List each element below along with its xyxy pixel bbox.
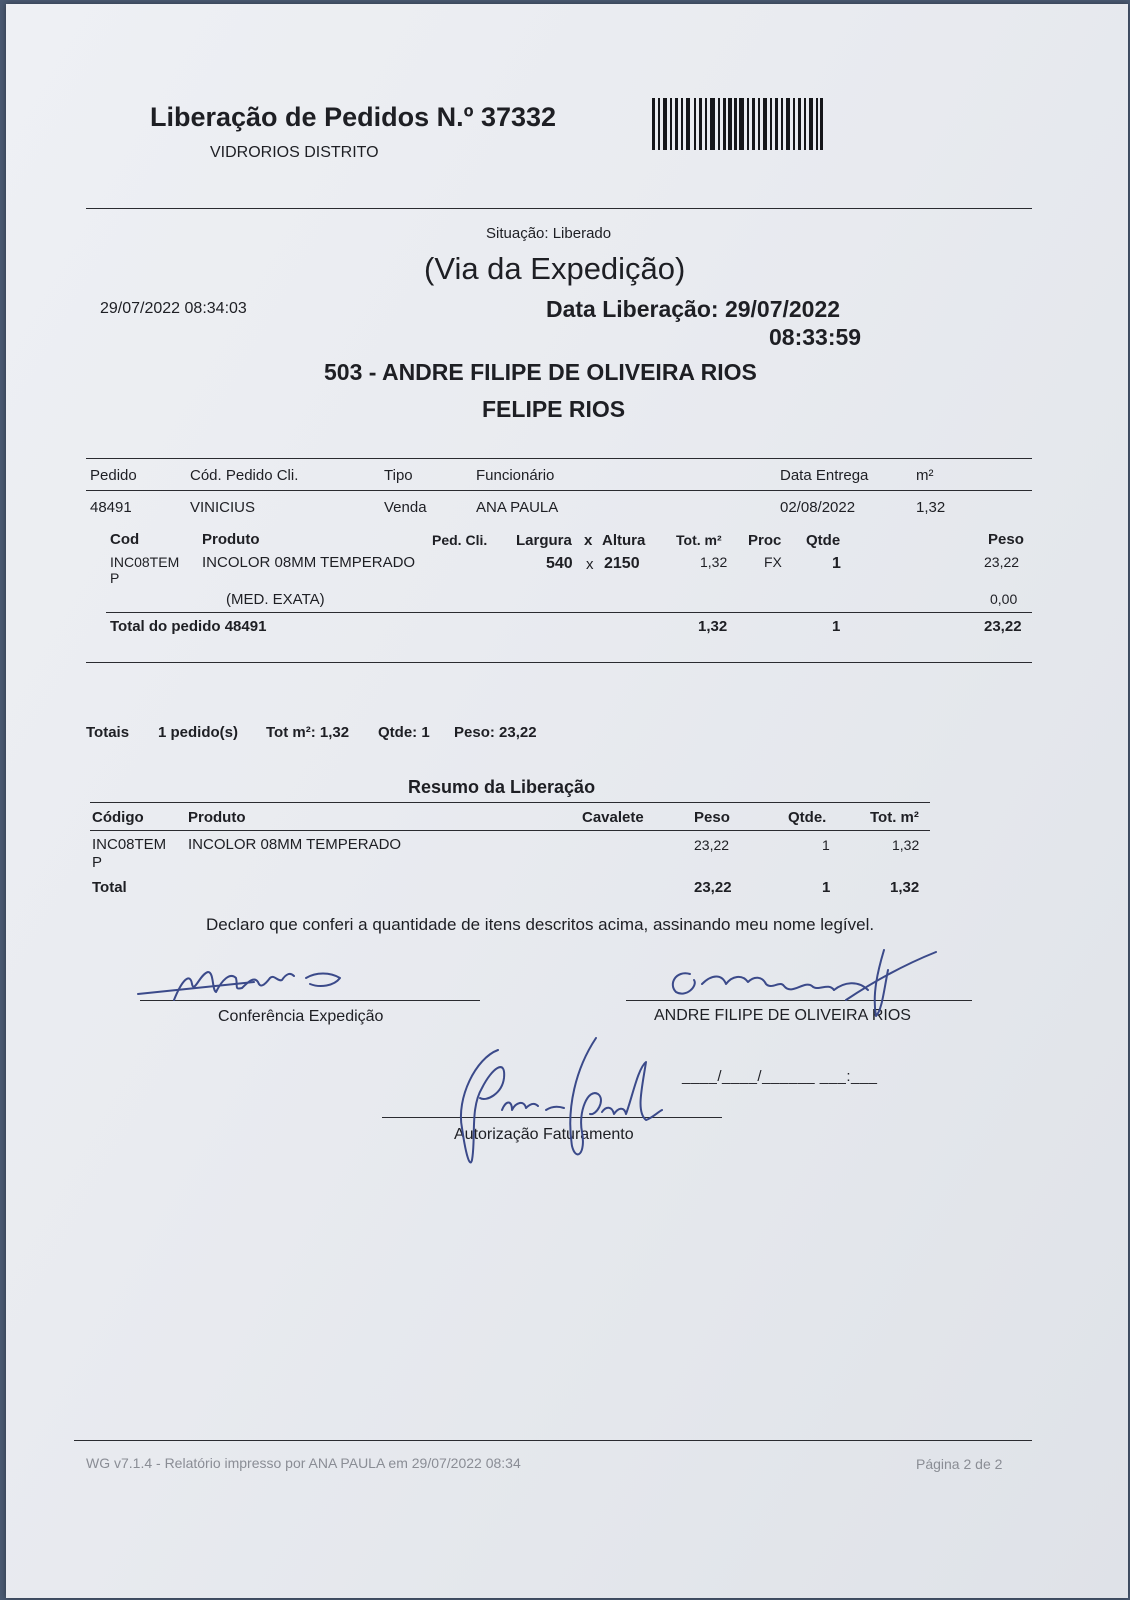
item-col-peso: Peso	[988, 531, 1024, 548]
summary-code-line1: INC08TEM	[92, 836, 167, 853]
summary-total-weight: 23,22	[694, 879, 732, 896]
status-text: Situação: Liberado	[486, 225, 612, 242]
signature-mario	[134, 960, 364, 1006]
col-m2: m²	[916, 467, 934, 484]
summary-col-cavalete: Cavalete	[582, 809, 644, 826]
summary-title: Resumo da Liberação	[408, 777, 596, 797]
item-product: INCOLOR 08MM TEMPERADO	[202, 554, 416, 571]
totals-label: Totais	[86, 724, 130, 741]
document-title: Liberação de Pedidos N.º 37332	[150, 102, 557, 132]
item-col-proc: Proc	[748, 532, 782, 549]
item-qty: 1	[832, 555, 841, 572]
company-name: VIDRORIOS DISTRITO	[210, 144, 379, 161]
footer-page-number: Página 2 de 2	[916, 1456, 1003, 1472]
item-times-sign: x	[586, 556, 594, 573]
item-code-line2: P	[110, 570, 120, 586]
summary-qty: 1	[822, 837, 830, 853]
summary-col-peso: Peso	[694, 809, 730, 826]
summary-code-line2: P	[92, 854, 103, 871]
item-col-altura: Altura	[602, 532, 646, 549]
item-code-line1: INC08TEM	[110, 554, 180, 570]
order-employee: ANA PAULA	[476, 499, 559, 516]
item-col-largura: Largura	[516, 532, 572, 549]
col-data-entrega: Data Entrega	[780, 467, 869, 484]
order-header-top-rule	[86, 458, 1032, 459]
col-cod-pedido-cli: Cód. Pedido Cli.	[190, 467, 299, 484]
item-note: (MED. EXATA)	[226, 591, 325, 608]
summary-total-qty: 1	[822, 879, 831, 896]
date-time-blanks: ____/____/______ ___:___	[682, 1068, 878, 1085]
item-col-produto: Produto	[202, 531, 260, 548]
summary-col-codigo: Código	[92, 809, 144, 826]
signature-andre	[646, 940, 956, 1030]
copy-type: (Via da Expedição)	[424, 251, 686, 286]
item-weight: 23,22	[984, 554, 1020, 570]
col-pedido: Pedido	[90, 467, 137, 484]
declaration-text: Declaro que conferi a quantidade de itens descritos acima, assinando meu nome legível.	[206, 915, 875, 934]
order-header-bottom-rule	[86, 490, 1032, 491]
summary-top-rule	[90, 802, 930, 803]
order-client-code: VINICIUS	[190, 499, 256, 516]
footer-rule	[74, 1440, 1032, 1441]
printed-datetime: 29/07/2022 08:34:03	[100, 300, 247, 317]
totals-qty: Qtde: 1	[378, 724, 430, 741]
item-height: 2150	[604, 555, 640, 572]
items-end-rule	[86, 662, 1032, 663]
summary-tot-m2: 1,32	[892, 837, 920, 853]
item-tot-m2: 1,32	[700, 554, 728, 570]
summary-col-qtde: Qtde.	[788, 809, 827, 826]
item-total-rule	[106, 612, 1032, 613]
release-date: Data Liberação: 29/07/2022	[546, 296, 841, 322]
summary-product: INCOLOR 08MM TEMPERADO	[188, 836, 402, 853]
signature-label-right: ANDRE FILIPE DE OLIVEIRA RIOS	[654, 1007, 911, 1024]
item-col-tot-m2: Tot. m²	[676, 532, 722, 548]
item-col-qtde: Qtde	[806, 532, 841, 549]
order-total-qty: 1	[832, 618, 841, 635]
item-width: 540	[546, 555, 573, 572]
barcode	[652, 98, 824, 150]
totals-orders: 1 pedido(s)	[158, 724, 239, 741]
summary-col-produto: Produto	[188, 809, 246, 826]
order-total-weight: 23,22	[984, 618, 1022, 635]
totals-weight: Peso: 23,22	[454, 724, 537, 741]
item-proc: FX	[764, 554, 782, 570]
footer-printed-by: WG v7.1.4 - Relatório impresso por ANA PAULA em 29/07/2022 08:34	[86, 1455, 521, 1471]
item-note-weight: 0,00	[990, 591, 1018, 607]
signature-label-center: Autorização Faturamento	[454, 1126, 634, 1143]
order-total-m2: 1,32	[698, 618, 728, 635]
signature-label-left: Conferência Expedição	[218, 1008, 384, 1025]
summary-total-m2: 1,32	[890, 879, 920, 896]
item-col-ped-cli: Ped. Cli.	[432, 532, 488, 548]
release-time: 08:33:59	[769, 324, 862, 350]
item-col-x: x	[584, 532, 593, 549]
order-number: 48491	[90, 499, 132, 516]
order-total-label: Total do pedido 48491	[110, 618, 267, 635]
totals-m2: Tot m²: 1,32	[266, 724, 350, 741]
col-tipo: Tipo	[384, 467, 413, 484]
col-funcionario: Funcionário	[476, 467, 555, 484]
document-page	[6, 4, 1128, 1598]
header-divider	[86, 208, 1032, 209]
signature-ana-paula	[446, 1028, 676, 1178]
summary-col-tot-m2: Tot. m²	[870, 809, 919, 826]
client-name: 503 - ANDRE FILIPE DE OLIVEIRA RIOS	[324, 359, 757, 385]
order-m2: 1,32	[916, 499, 946, 516]
order-type: Venda	[384, 499, 427, 516]
order-delivery-date: 02/08/2022	[780, 499, 856, 516]
summary-weight: 23,22	[694, 837, 730, 853]
item-col-cod: Cod	[110, 531, 140, 548]
client-short-name: FELIPE RIOS	[482, 396, 626, 422]
summary-total-label: Total	[92, 879, 127, 896]
summary-header-rule	[90, 830, 930, 831]
